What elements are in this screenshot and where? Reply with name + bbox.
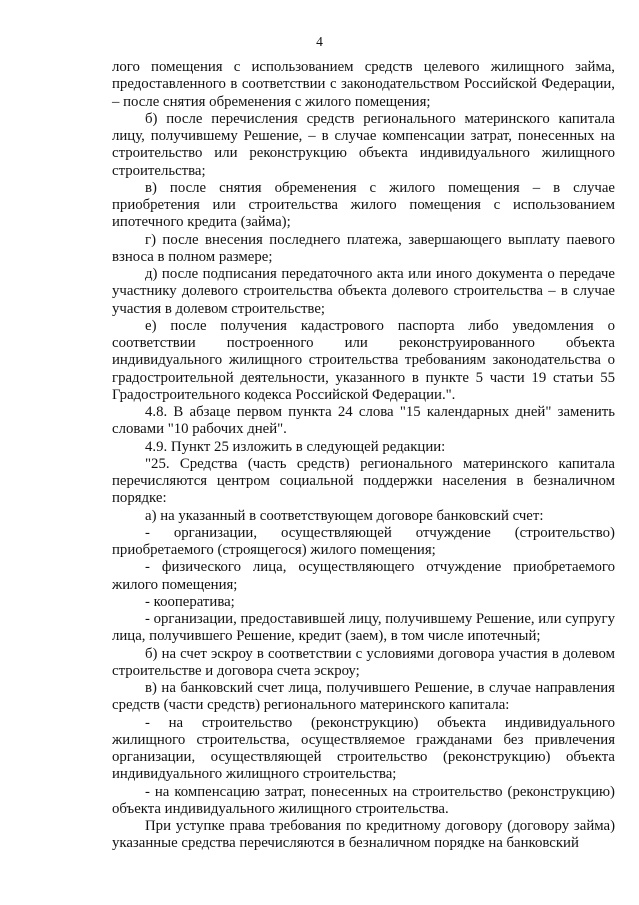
paragraph: 4.8. В абзаце первом пункта 24 слова "15 календарных дней" заменить словами "10 рабочих дней". xyxy=(112,404,615,438)
paragraph: - организации, осуществляющей отчуждение (строительство) приобретаемого (строящегося) жилого помещения; xyxy=(112,524,615,558)
paragraph: лого помещения с использованием средств целевого жилищного займа, предоставленного в соответствии с законодательством Российской Федерации, – после снятия обременения с жилого помещения; xyxy=(112,59,615,110)
paragraph: в) после снятия обременения с жилого помещения – в случае приобретения или строительства жилого помещения с использованием ипотечного кредита (займа); xyxy=(112,179,615,231)
page-number: 4 xyxy=(316,34,323,49)
paragraph: б) на счет эскроу в соответствии с условиями договора участия в долевом строительстве и договора счета эскроу; xyxy=(112,645,615,679)
paragraph: в) на банковский счет лица, получившего Решение, в случае направления средств (части средств) регионального материнского капитала: xyxy=(112,680,615,714)
paragraph: д) после подписания передаточного акта или иного документа о передаче участнику долевого строительства объекта долевого строительства – в случае участия в долевом строительстве; xyxy=(112,266,615,317)
paragraph: - кооператива; xyxy=(145,593,235,610)
paragraph: "25. Средства (часть средств) регионального материнского капитала перечисляются центром социальной поддержки населения в безналичном порядке: xyxy=(112,455,615,507)
paragraph: - на строительство (реконструкцию) объекта индивидуального жилищного строительства, осуществляемое гражданами без привлечения организации, осуществляющей строительство (реконструкцию) объекта индивидуального жилищного строительства; xyxy=(112,714,615,783)
paragraph: 4.9. Пункт 25 изложить в следующей редакции: xyxy=(145,438,446,455)
paragraph: - на компенсацию затрат, понесенных на строительство (реконструкцию) объекта индивидуального жилищного строительства. xyxy=(112,783,615,817)
document-body xyxy=(112,59,615,853)
paragraph: а) на указанный в соответствующем договоре банковский счет: xyxy=(145,507,544,524)
paragraph: - физического лица, осуществляющего отчуждение приобретаемого жилого помещения; xyxy=(112,559,615,593)
paragraph: - организации, предоставившей лицу, получившему Решение, или супругу лица, получившего Решение, кредит (заем), в том числе ипотечный; xyxy=(112,611,615,645)
paragraph: б) после перечисления средств регионального материнского капитала лицу, получившему Решение, – в случае компенсации затрат, понесенных на строительство или реконструкцию объекта индивидуального жилищного строительства; xyxy=(112,110,615,179)
paragraph: При уступке права требования по кредитному договору (договору займа) указанные средства перечисляются в безналичном порядке на банковский xyxy=(112,818,615,852)
paragraph: е) после получения кадастрового паспорта либо уведомления о соответствии построенного или реконструированного объекта индивидуального жилищного строительства требованиям законодательства о градостроительной деятельности, указанного в пункте 5 части 19 статьи 55 Градостроительного кодекса Российской Федерации.". xyxy=(112,317,615,403)
paragraph: г) после внесения последнего платежа, завершающего выплату паевого взноса в полном размере; xyxy=(112,231,615,265)
